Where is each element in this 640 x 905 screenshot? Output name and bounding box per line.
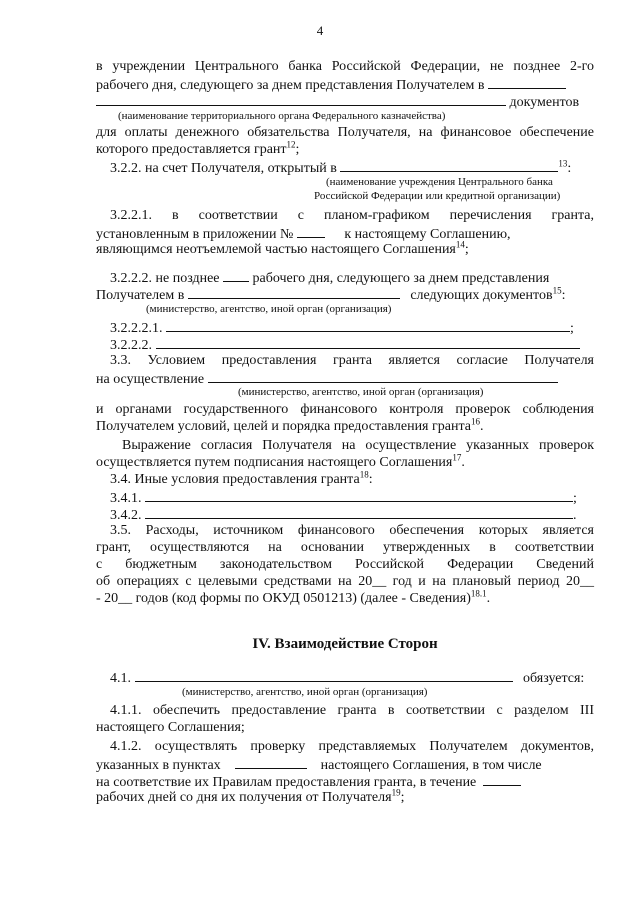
text-line: грант, осуществляются на основании утвержденных в соответствии	[96, 540, 594, 555]
text-line: 3.2.2.1. в соответствии с планом-графиком перечисления гранта,	[110, 208, 594, 223]
text-line: 3.2.2.2.	[110, 335, 608, 354]
field-caption: (министерство, агентство, иной орган (организация)	[238, 386, 484, 398]
text-line: указанных в пунктах настоящего Соглашения, в том числе	[96, 755, 594, 774]
text-line: установленным в приложении № к настоящему Соглашению,	[96, 224, 594, 243]
footnote-ref: 13	[558, 158, 568, 169]
text-line: Выражение согласия Получателя на осуществление указанных проверок	[122, 438, 594, 453]
text-line: документов	[96, 92, 594, 111]
footnote-ref: 19	[391, 787, 401, 798]
text-line: 3.4.1. ;	[110, 488, 608, 507]
text-line: 4.1.2. осуществлять проверку представляемых Получателем документов,	[110, 739, 594, 754]
footnote-ref: 18.1	[470, 588, 487, 599]
text-line: рабочего дня, следующего за днем представления Получателем в	[96, 75, 594, 94]
text-line: 3.2.2.2.1. ;	[110, 318, 608, 337]
footnote-ref: 17	[452, 452, 462, 463]
text-line: 3.2.2.2. не позднее рабочего дня, следующего за днем представления	[110, 268, 608, 287]
footnote-ref: 12	[286, 139, 296, 150]
footnote-ref: 18	[359, 469, 369, 480]
text-line: 3.2.2. на счет Получателя, открытый в $^{13}$:	[110, 158, 572, 176]
text-line: об операциях с целевыми средствами на 20__ год и на плановый период 20__	[96, 574, 594, 589]
text-line: рабочих дней со дня их получения от Получателя$^{19}$;	[96, 787, 405, 805]
footnote-ref: 14	[455, 239, 465, 250]
text-line: и органами государственного финансового контроля проверок соблюдения	[96, 402, 594, 417]
field-caption: (министерство, агентство, иной орган (организация)	[182, 686, 428, 698]
field-caption: Российской Федерации или кредитной организации)	[314, 190, 561, 202]
text-line: 4.1. обязуется:	[110, 668, 608, 687]
field-caption: (наименование территориального органа Федерального казначейства)	[118, 110, 446, 122]
page-number: 4	[316, 23, 324, 38]
text-line: 3.3. Условием предоставления гранта является согласие Получателя	[110, 353, 594, 368]
footnote-ref: 16	[470, 416, 480, 427]
text-line: для оплаты денежного обязательства Получателя, на финансовое обеспечение	[96, 125, 594, 140]
text-line: которого предоставляется грант$^{12}$;	[96, 139, 300, 157]
text-line: являющимся неотъемлемой частью настоящего Соглашения$^{14}$;	[96, 239, 469, 257]
text-line: 4.1.1. обеспечить предоставление гранта в соответствии с разделом III	[110, 703, 594, 718]
text-line: - 20__ годов (код формы по ОКУД 0501213) (далее - Сведения)$^{18.1}$.	[96, 588, 491, 606]
field-caption: (министерство, агентство, иной орган (организация)	[146, 303, 392, 315]
section-heading: IV. Взаимодействие Сторон	[252, 636, 438, 652]
text-line: в учреждении Центрального банка Российской Федерации, не позднее 2-го	[96, 59, 594, 74]
text-line: Получателем в следующих документов$^{15}$:	[96, 285, 566, 303]
text-line: на осуществление	[96, 369, 594, 388]
text-line: с бюджетным законодательством Российской Федерации Сведений	[96, 557, 594, 572]
footnote-ref: 15	[552, 285, 562, 296]
text-line: 3.4.2. .	[110, 505, 608, 524]
text-line: 3.4. Иные условия предоставления гранта$^{18}$:	[110, 469, 373, 487]
text-line: осуществляется путем подписания настоящего Соглашения$^{17}$.	[96, 452, 465, 470]
field-caption: (наименование учреждения Центрального банка	[326, 176, 553, 188]
text-line: на соответствие их Правилам предоставления гранта, в течение	[96, 772, 594, 791]
text-line: Получателем условий, целей и порядка предоставления гранта$^{16}$.	[96, 416, 484, 434]
text-line: 3.5. Расходы, источником финансового обеспечения которых является	[110, 523, 594, 538]
text-line: настоящего Соглашения;	[96, 720, 245, 735]
